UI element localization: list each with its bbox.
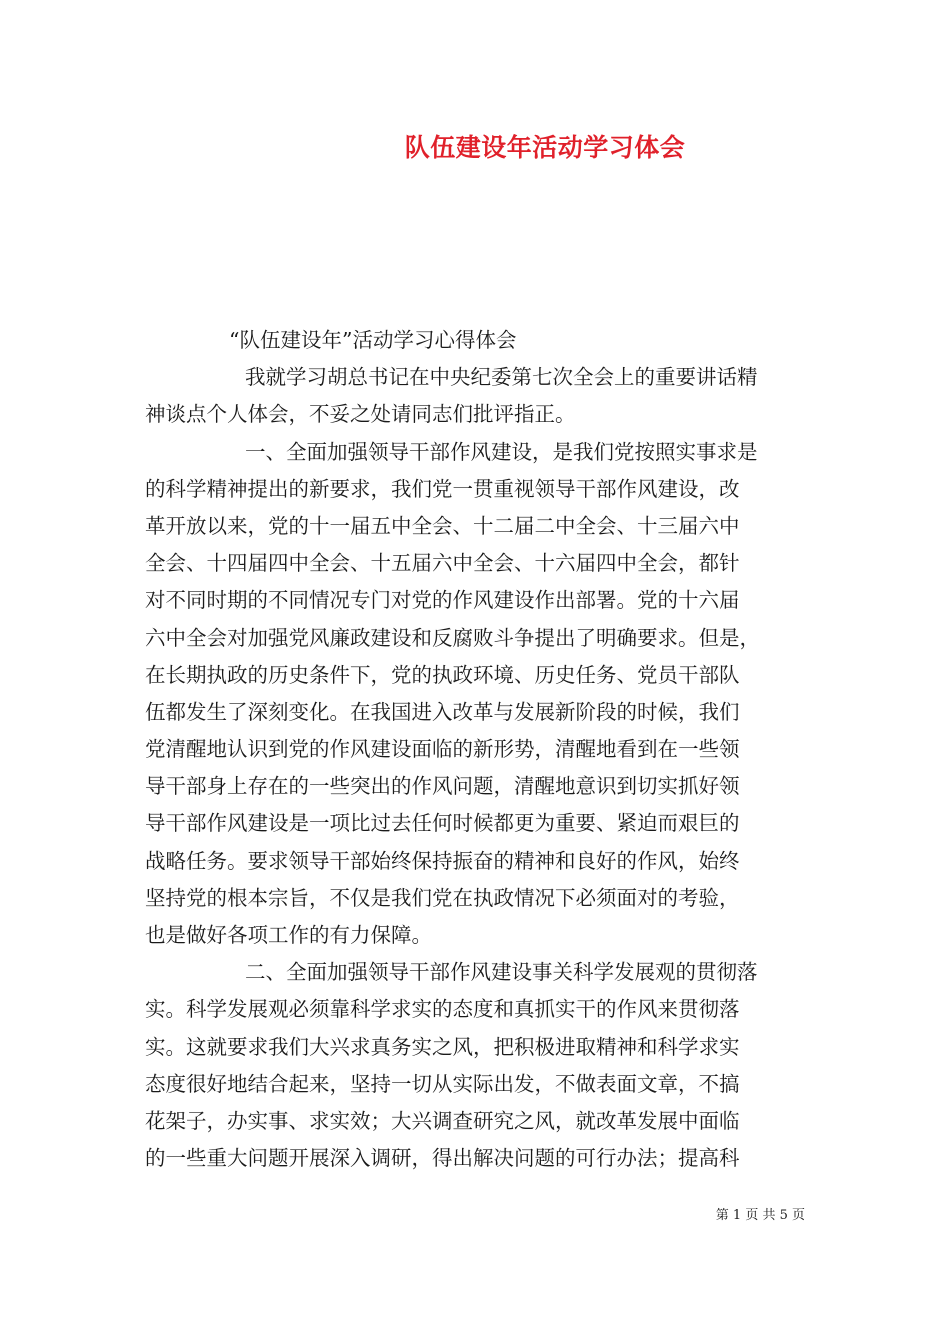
paragraph-line: 战略任务。要求领导干部始终保持振奋的精神和良好的作风，始终 xyxy=(145,848,740,873)
document-title: 队伍建设年活动学习体会 xyxy=(404,133,686,162)
paragraph-line: 神谈点个人体会，不妥之处请同志们批评指正。 xyxy=(145,402,576,427)
paragraph-line: 革开放以来，党的十一届五中全会、十二届二中全会、十三届六中 xyxy=(145,513,740,538)
paragraph-line: 导干部身上存在的一些突出的作风问题，清醒地意识到切实抓好领 xyxy=(145,774,740,799)
paragraph-line: 全会、十四届四中全会、十五届六中全会、十六届四中全会，都针 xyxy=(145,551,740,576)
subtitle: “队伍建设年”活动学习心得体会 xyxy=(229,328,517,352)
paragraph-line: 导干部作风建设是一项比过去任何时候都更为重要、紧迫而艰巨的 xyxy=(145,811,740,836)
paragraph-line: 坚持党的根本宗旨，不仅是我们党在执政情况下必须面对的考验， xyxy=(145,885,740,910)
paragraph-line: 实。这就要求我们大兴求真务实之风，把积极进取精神和科学求实 xyxy=(145,1034,740,1059)
paragraph-line: 在长期执政的历史条件下，党的执政环境、历史任务、党员干部队 xyxy=(145,662,740,687)
paragraph-line: 一、全面加强领导干部作风建设，是我们党按照实事求是 xyxy=(245,439,758,464)
paragraph-line: 实。科学发展观必须靠科学求实的态度和真抓实干的作风来贯彻落 xyxy=(145,997,740,1022)
paragraph-line: 党清醒地认识到党的作风建设面临的新形势，清醒地看到在一些领 xyxy=(145,737,740,762)
page-footer: 第 1 页 共 5 页 xyxy=(715,1208,805,1223)
paragraph-line: 六中全会对加强党风廉政建设和反腐败斗争提出了明确要求。但是， xyxy=(145,625,760,650)
document-body xyxy=(145,322,805,1177)
paragraph-line: 态度很好地结合起来，坚持一切从实际出发，不做表面文章，不搞 xyxy=(145,1071,740,1096)
paragraph-line: 二、全面加强领导干部作风建设事关科学发展观的贯彻落 xyxy=(245,960,758,985)
paragraph-line: 我就学习胡总书记在中央纪委第七次全会上的重要讲话精 xyxy=(245,365,758,390)
paragraph-line: 对不同时期的不同情况专门对党的作风建设作出部署。党的十六届 xyxy=(145,588,740,613)
paragraph-line: 伍都发生了深刻变化。在我国进入改革与发展新阶段的时候，我们 xyxy=(145,699,740,724)
paragraph-line: 的一些重大问题开展深入调研，得出解决问题的可行办法；提高科 xyxy=(145,1146,740,1171)
paragraph-line: 也是做好各项工作的有力保障。 xyxy=(145,923,432,947)
paragraph-line: 的科学精神提出的新要求，我们党一贯重视领导干部作风建设，改 xyxy=(145,476,740,501)
paragraph-line: 花架子，办实事、求实效；大兴调查研究之风，就改革发展中面临 xyxy=(145,1108,740,1133)
